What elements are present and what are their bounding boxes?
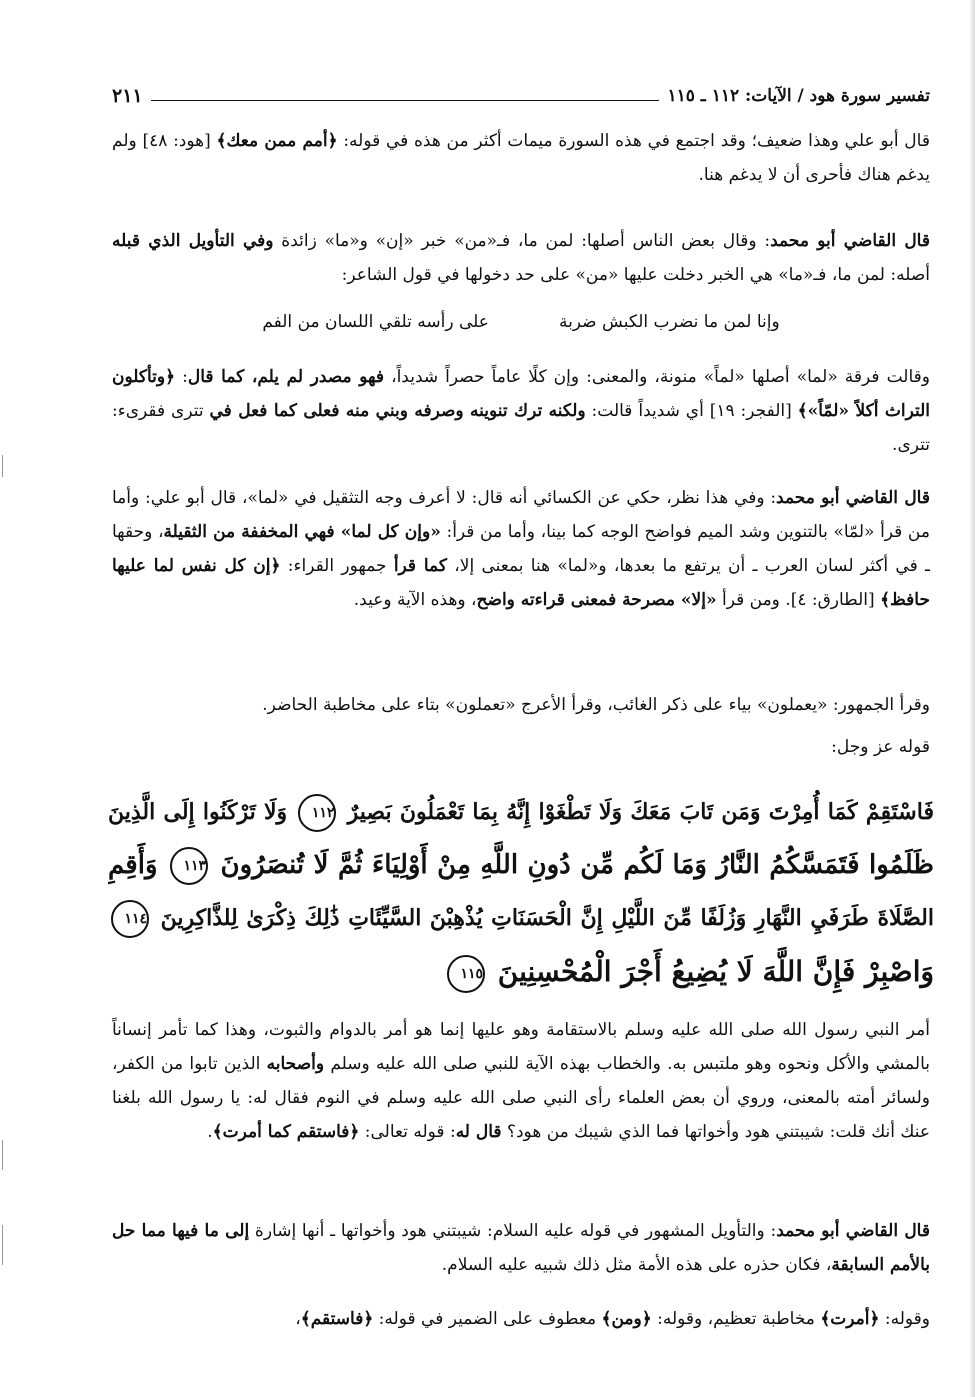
paragraph-8: قال القاضي أبو محمد: والتأويل المشهور في قوله عليه السلام: شيبتني هود وأخواتها ـ أنها إشارة إلى ما فيها مما حل بالأمم السابقة، فكان حذره على هذه الأمة مثل ذلك شبيه عليه السلام.	[112, 1221, 930, 1275]
paragraph-7: أمر النبي رسول الله صلى الله عليه وسلم بالاستقامة وهو عليها إنما هو أمر بالدوام والثبوت، وهذا كما تأمر إنساناً بالمشي والأكل ونحوه وهو ملتبس به. والخطاب بهذه الآية للنبي صلى الله عليه وسلم وأصحابه الذين تابوا من الكفر، ولسائر أمته بالمعنى، وروي أن بعض العلماء رأى النبي صلى الله عليه وسلم في النوم فقال له: يا رسول الله بلغنا عنك أنك قلت: شيبتني هود وأخواتها فما الذي شيبك من هود؟ قال له: قوله تعالى: ﴿فاستقم كما أمرت﴾.	[112, 1020, 930, 1142]
paragraph-3: وقالت فرقة «لما» أصلها «لماً» منونة، والمعنى: وإن كلًا عاماً حصراً شديداً، فهو مصدر لم يلم، كما قال: ﴿وتأكلون التراث أكلاً «لمّاً»﴾ [الفجر: ١٩] أي شديداً قالت: ولكنه ترك تنوينه وصرفه وبني منه فعلى كما فعل في تترى فقرىء: تترى.	[112, 367, 931, 455]
running-title: تفسير سورة هود / الآيات: ١١٢ ـ ١١٥	[667, 86, 930, 106]
header-rule	[151, 100, 660, 101]
quran-line-4: وَاصْبِرْ فَإِنَّ اللَّهَ لَا يُضِيعُ أَجْرَ الْمُحْسِنِينَ ١١٥	[108, 945, 934, 998]
scan-edge-shadow	[969, 0, 975, 1397]
scan-mark	[2, 455, 3, 477]
paragraph-4: قال القاضي أبو محمد: وفي هذا نظر، حكي عن الكسائي أنه قال: لا أعرف وجه التثقيل في «لما»، قال أبو علي: وأما من قرأ «لمّا» بالتنوين وشد الميم فواضح الوجه كما بينا، وأما من قرأ: «وإن كل لما» فهي المخففة من الثقيلة، وحقها ـ في أكثر لسان العرب ـ أن يرتفع ما بعدها، و«لما» هنا بمعنى إلا، كما قرأ جمهور القراء: ﴿إن كل نفس لما عليها حافظ﴾ [الطارق: ٤]. ومن قرأ «إلا» مصرحة فمعنى قراءته واضح، وهذه الآية وعيد.	[112, 488, 931, 610]
paragraph-5: وقرأ الجمهور: «يعملون» بياء على ذكر الغائب، وقرأ الأعرج «تعملون» بتاء على مخاطبة الحاضر.	[262, 695, 930, 715]
scan-mark	[2, 1225, 3, 1265]
quran-line-3: الصَّلَاةَ طَرَفَيِ النَّهَارِ وَزُلَفًا مِّنَ اللَّيْلِ إِنَّ الْحَسَنَاتِ يُذْهِبْنَ السَّيِّئَاتِ ذَٰلِكَ ذِكْرَىٰ لِلذَّاكِرِينَ ١١٤	[108, 892, 934, 945]
scan-mark	[2, 1140, 3, 1170]
ayah-number-marker: ١١٥	[447, 955, 485, 993]
paragraph-6: قوله عز وجل:	[831, 737, 930, 757]
ayah-number-marker: ١١٤	[111, 900, 149, 938]
poem-hemistich-1: وإنا لمن ما نضرب الكبش ضربة	[558, 312, 780, 332]
quran-verses	[108, 786, 934, 1000]
paragraph-9: وقوله: ﴿أمرت﴾ مخاطبة تعظيم، وقوله: ﴿ومن﴾ معطوف على الضمير في قوله: ﴿فاستقم﴾،	[295, 1309, 930, 1329]
poem-verse	[112, 312, 930, 332]
quran-line-2: ظَلَمُوا فَتَمَسَّكُمُ النَّارُ وَمَا لَكُم مِّن دُونِ اللَّهِ مِنْ أَوْلِيَاءَ ثُمَّ لَا تُنصَرُونَ ١١٣ وَأَقِمِ	[108, 839, 934, 892]
paragraph-2: قال القاضي أبو محمد: وقال بعض الناس أصلها: لمن ما، فـ«من» خبر «إن» و«ما» زائدة وفي التأويل الذي قبله أصله: لمن ما، فـ«ما» هي الخبر دخلت عليها «من» على حد دخولها في قول الشاعر:	[112, 231, 930, 285]
ayah-number-marker: ١١٣	[170, 847, 208, 885]
quran-line-1: فَاسْتَقِمْ كَمَا أُمِرْتَ وَمَن تَابَ مَعَكَ وَلَا تَطْغَوْا إِنَّهُ بِمَا تَعْمَلُونَ بَصِيرٌ ١١٢ وَلَا تَرْكَنُوا إِلَى الَّذِينَ	[108, 786, 934, 839]
paragraph-1: قال أبو علي وهذا ضعيف؛ وقد اجتمع في هذه السورة ميمات أكثر من هذه في قوله: ﴿أمم ممن معك﴾ [هود: ٤٨] ولم يدغم هناك فأحرى أن لا يدغم هنا.	[112, 131, 930, 185]
poem-hemistich-2: على رأسه تلقي اللسان من الفم	[262, 312, 489, 332]
page-number: ٢١١	[112, 85, 143, 107]
page-header	[112, 80, 930, 110]
ayah-number-marker: ١١٢	[298, 794, 336, 832]
